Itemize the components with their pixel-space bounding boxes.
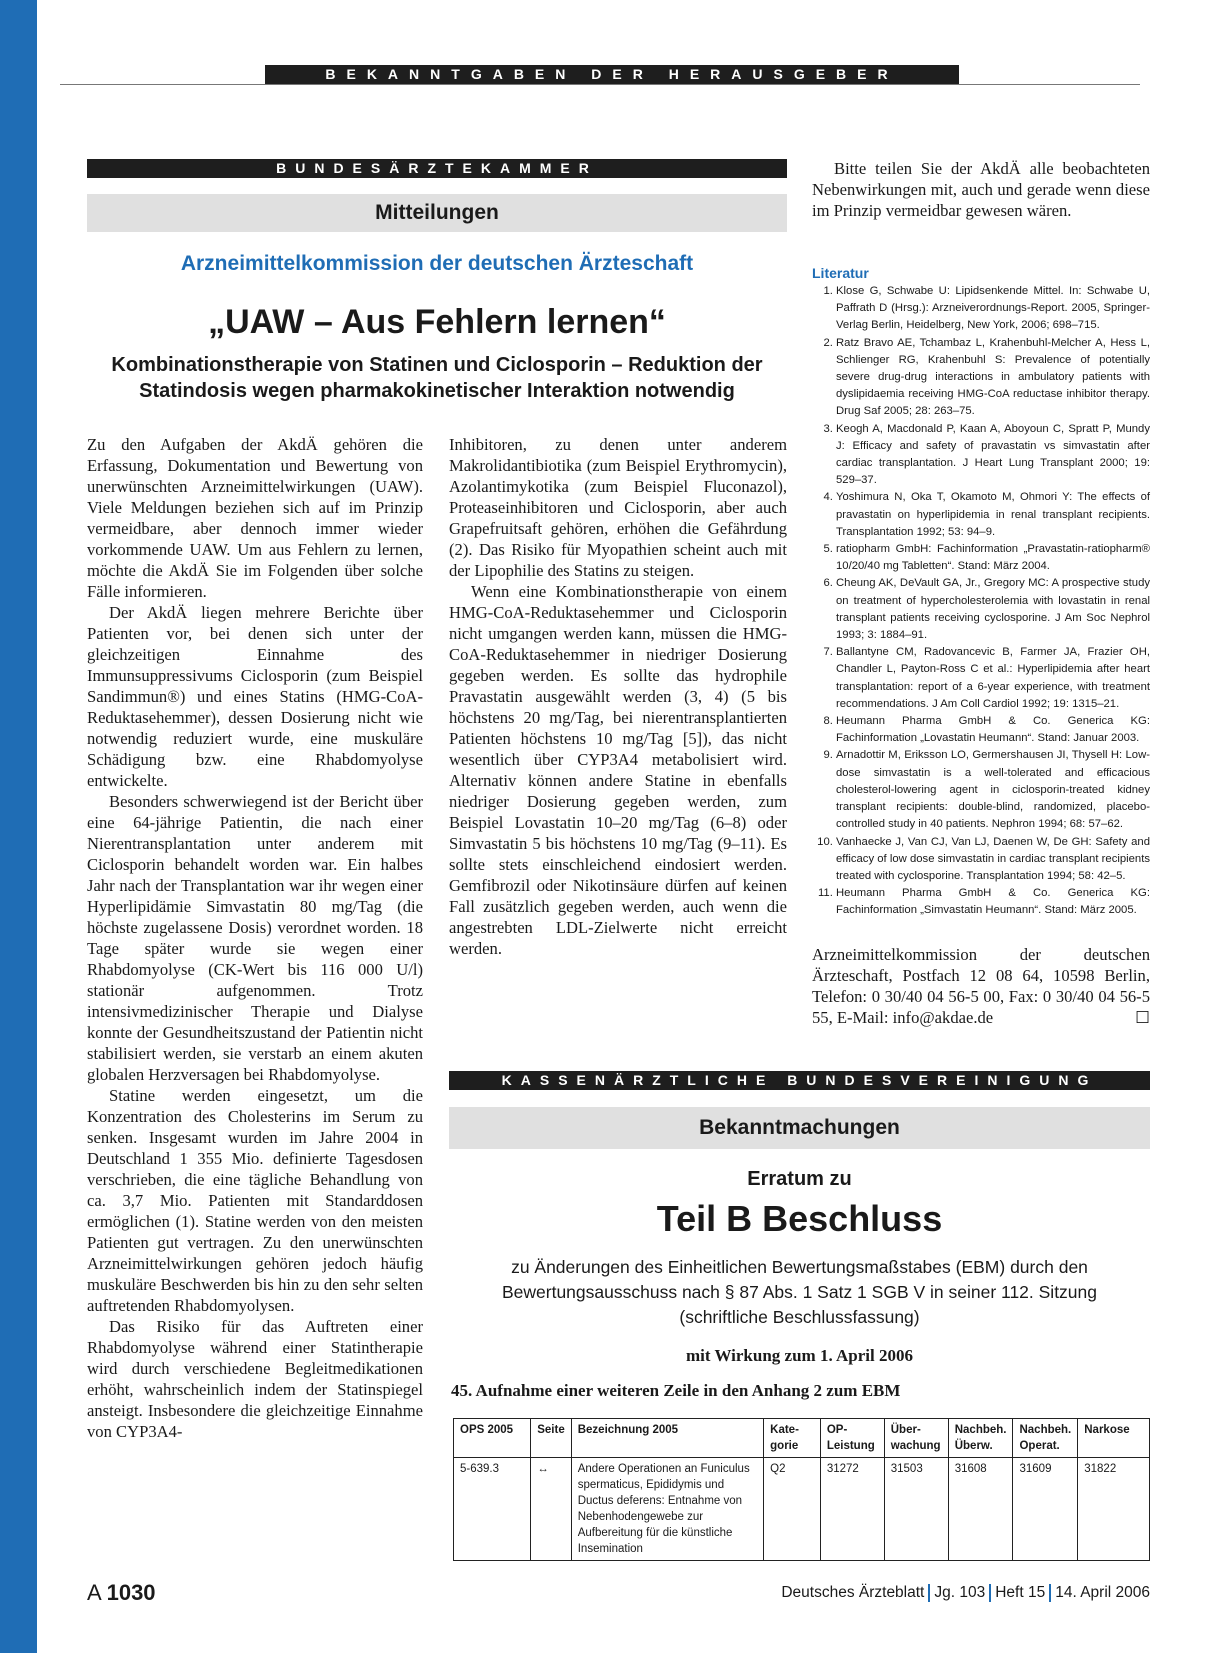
address-text: Arzneimittelkommission der deutschen Ärzteschaft, Postfach 12 08 64, 10598 Berlin, Telefon: 0 30/40 04 56-5 00, Fax: 0 30/40 04 56-5 55, E-Mail: info@akdae.de	[812, 945, 1150, 1027]
header-rule	[60, 84, 1140, 85]
kbv-description	[449, 1255, 1150, 1330]
subtitle-line-1: Kombinationstherapie von Statinen und Ciclosporin – Reduktion der	[111, 354, 763, 376]
article-subtitle	[87, 352, 787, 404]
kbv-title: Teil B Beschluss	[656, 1198, 943, 1239]
reference-list	[812, 283, 1150, 920]
paragraph: Statine werden eingesetzt, um die Konzentration des Cholesterins im Serum zu senken. Insgesamt wurden im Jahre 2004 in Deutschland 1 355 Mio. definierte Tagesdosen verschrieben, die eine tägliche Behandlung von ca. 3,7 Mio. Patienten mit Standarddosen ermöglichen (1). Statine werden von den meisten Patienten gut vertragen. Zu den unerwünschten Arzneimittelwirkungen gehören jedoch häufig muskuläre Beschwerden bis hin zu den sehr selten auftretenden Rhabdomyolysen.	[87, 1086, 423, 1315]
table-cell: 31609	[1013, 1458, 1078, 1561]
footer-separator	[928, 1584, 930, 1602]
ebm-table	[453, 1418, 1150, 1561]
journal-footer	[781, 1584, 1150, 1602]
blue-sidebar-strip	[0, 0, 37, 1653]
page-number	[87, 1580, 156, 1606]
col-header: OPS 2005	[454, 1419, 531, 1458]
col-header: Narkose	[1078, 1419, 1150, 1458]
item-heading: 45. Aufnahme einer weiteren Zeile in den Anhang 2 zum EBM	[451, 1381, 901, 1400]
org-heading: Arzneimittelkommission der deutschen Ärzteschaft	[180, 252, 694, 275]
reference-item: 8. Heumann Pharma GmbH & Co. Generica KG: Fachinformation „Lovastatin Heumann“. Stand: Januar 2003.	[836, 713, 1150, 747]
reference-item: 3. Keogh A, Macdonald P, Kaan A, Aboyoun C, Spratt P, Mundy J: Efficacy and safety of pravastatin vs simvastatin after cardiac transplantation. J Heart Lung Transplant 2000; 19: 529–37.	[836, 421, 1150, 490]
end-mark: ☐	[1135, 1008, 1150, 1027]
description-line-1: zu Änderungen des Einheitlichen Bewertungsmaßstabes (EBM) durch den	[511, 1257, 1088, 1277]
col-header: Kate- gorie	[764, 1419, 821, 1458]
article-column-2	[449, 434, 787, 959]
article-column-1	[87, 434, 423, 1442]
description-line-3: (schriftliche Beschlussfassung)	[679, 1307, 920, 1327]
col-header: Seite	[531, 1419, 572, 1458]
col-header: Bezeichnung 2005	[571, 1419, 763, 1458]
col-header: Über- wachung	[884, 1419, 948, 1458]
table-header-row	[454, 1419, 1150, 1458]
table-cell: 31822	[1078, 1458, 1150, 1561]
reference-item: 7. Ballantyne CM, Radovancevic B, Farmer JA, Frazier OH, Chandler L, Payton-Ross C et al.: Hyperlipidemia after heart transplantation: report of a 6-year experience, with treatment recommendations. J Am Coll Cardiol 1992; 19: 1315–21.	[836, 644, 1150, 713]
footer-separator	[1049, 1584, 1051, 1602]
kbv-category-bar: Bekanntmachungen	[449, 1107, 1150, 1149]
page-number-value: 1030	[106, 1580, 156, 1605]
baek-category-bar: Mitteilungen	[87, 194, 787, 232]
article-column-3-intro	[812, 158, 1150, 221]
paragraph: Der AkdÄ liegen mehrere Berichte über Patienten vor, bei denen sich unter der gleichzeitigen Einnahme des Immunsuppressivums Ciclosporin (zum Beispiel Sandimmun®) und eines Statins (HMG-CoA-Reduktasehemmer), dessen Dosierung nicht wie notwendig reduziert wurde, eine muskuläre Schädigung bzw. eine Rhabdomyolyse entwickelte.	[87, 603, 423, 790]
paragraph: Bitte teilen Sie der AkdÄ alle beobachteten Nebenwirkungen mit, auch und gerade wenn diese im Prinzip vermeidbar gewesen wären.	[812, 159, 1150, 220]
section-banner: BEKANNTGABEN DER HERAUSGEBER	[265, 65, 959, 84]
paragraph: Das Risiko für das Auftreten einer Rhabdomyolyse während einer Statintherapie wird durch verschiedene Begleitmedikationen erhöht, wahrscheinlich indem der Statinspiegel ansteigt. Insbesondere die gleichzeitige Einnahme von CYP3A4-	[87, 1317, 423, 1441]
author-address	[812, 944, 1150, 1028]
footer-separator	[989, 1584, 991, 1602]
paragraph: Zu den Aufgaben der AkdÄ gehören die Erfassung, Dokumentation und Bewertung von unerwünschten Arzneimittelwirkungen (UAW). Viele Meldungen beziehen sich auf im Prinzip vermeidbare, aber dennoch immer wieder vorkommende UAW. Um aus Fehlern zu lernen, möchte die AkdÄ Sie im Folgenden über solche Fälle informieren.	[87, 435, 423, 601]
baek-section-bar: BUNDESÄRZTEKAMMER	[87, 159, 787, 178]
reference-item: 2. Ratz Bravo AE, Tchambaz L, Krahenbuhl-Melcher A, Hess L, Schlienger RG, Krahenbuhl S: Prevalence of potentially severe drug-drug interactions in ambulatory patients with dyslipidaemia receiving HMG-CoA reductase inhibitor therapy. Drug Saf 2005; 28: 263–75.	[836, 335, 1150, 421]
table-cell: 31503	[884, 1458, 948, 1561]
description-line-2: Bewertungsausschuss nach § 87 Abs. 1 Satz 1 SGB V in seiner 112. Sitzung	[501, 1282, 1098, 1302]
literature-heading: Literatur	[812, 265, 869, 281]
article-title: „UAW – Aus Fehlern lernen“	[208, 303, 666, 341]
table-cell: 31608	[948, 1458, 1013, 1561]
paragraph: Besonders schwerwiegend ist der Bericht über eine 64-jährige Patientin, die nach einer Nierentransplantation unter anderem mit Ciclosporin behandelt worden war. Ein halbes Jahr nach der Transplantation war ihr wegen einer Hyperlipidämie Simvastatin 80 mg/Tag (die höchste zugelassene Dosis) verordnet worden. 18 Tage später wurde sie wegen einer Rhabdomyolyse (CK-Wert bis 116 000 U/l) stationär aufgenommen. Trotz intensivmedizinischer Therapie und Dialyse konnte der Gesundheitszustand der Patientin nicht stabilisiert werden, sie verstarb an einem akuten globalen Herzversagen bei Rhabdomyolyse.	[87, 792, 423, 1084]
paragraph: Wenn eine Kombinationstherapie von einem HMG-CoA-Reduktasehemmer und Ciclosporin nicht umgangen werden kann, müssen die HMG-CoA-Reduktasehemmer in niedriger Dosierung gegeben werden. Es sollte das hydrophile Pravastatin ausgewählt werden (3, 4) (5 bis höchstens 20 mg/Tag, bei nierentransplantierten Patienten höchstens 10 mg/Tag [5]), das nicht wesentlich über CYP3A4 metabolisiert wird. Alternativ können andere Statine in ebenfalls niedriger Dosierung gegeben werden, zum Beispiel Lovastatin 10–20 mg/Tag (6–8) oder Simvastatin 5 bis höchstens 10 mg/Tag (9–11). Es sollte stets einschleichend eindosiert werden. Gemfibrozil oder Nikotinsäure dürfen auf keinen Fall zusätzlich gegeben werden, auch wenn die angestrebten LDL-Zielwerte nicht erreicht werden.	[449, 582, 787, 958]
journal-issue: Heft 15	[995, 1584, 1046, 1602]
col-header: OP- Leistung	[820, 1419, 884, 1458]
kbv-section-bar: KASSENÄRZTLICHE BUNDESVEREINIGUNG	[449, 1071, 1150, 1090]
table-row	[454, 1458, 1150, 1561]
table-cell: Q2	[764, 1458, 821, 1561]
erratum-label: Erratum zu	[747, 1168, 852, 1190]
reference-item: 1. Klose G, Schwabe U: Lipidsenkende Mittel. In: Schwabe U, Paffrath D (Hrsg.): Arzneiverordnungs-Report. 2005, Springer-Verlag Berlin, Heidelberg, New York, 2006; 698–715.	[836, 283, 1150, 335]
page-prefix: A	[87, 1580, 101, 1605]
reference-item: 9. Arnadottir M, Eriksson LO, Germershausen JI, Thysell H: Low-dose simvastatin is a well-tolerated and efficacious cholesterol-lowering agent in ciclosporin-treated kidney transplant recipients: double-blind, randomized, placebo-controlled study in 40 patients. Nephron 1994; 68: 57–62.	[836, 747, 1150, 833]
table-cell: 31272	[820, 1458, 884, 1561]
reference-item: 5. ratiopharm GmbH: Fachinformation „Pravastatin-ratiopharm® 10/20/40 mg Tabletten“. Stand: März 2004.	[836, 541, 1150, 575]
journal-date: 14. April 2006	[1055, 1584, 1150, 1602]
table-cell: 5-639.3	[454, 1458, 531, 1561]
effective-date: mit Wirkung zum 1. April 2006	[685, 1346, 913, 1365]
reference-item: 10. Vanhaecke J, Van CJ, Van LJ, Daenen W, De GH: Safety and efficacy of low dose simvastatin in cardiac transplant recipients treated with cyclosporine. Transplantation 1994; 58: 42–5.	[836, 834, 1150, 886]
col-header: Nachbeh. Operat.	[1013, 1419, 1078, 1458]
paragraph: Inhibitoren, zu denen unter anderem Makrolidantibiotika (zum Beispiel Erythromycin), Azolantimykotika (zum Beispiel Fluconazol), Proteaseinhibitoren und Ciclosporin, aber auch Grapefruitsaft gehören, erhöhen die Gefährdung (2). Das Risiko für Myopathien scheint auch mit der Lipophilie des Statins zu steigen.	[449, 435, 787, 580]
table-cell: Andere Operationen an Funiculus spermaticus, Epididymis und Ductus deferens: Entnahme von Nebenhodengewebe zur Aufbereitung für die künstliche Insemination	[571, 1458, 763, 1561]
reference-item: 11. Heumann Pharma GmbH & Co. Generica KG: Fachinformation „Simvastatin Heumann“. Stand: März 2005.	[836, 885, 1150, 919]
table-cell: ↔	[531, 1458, 572, 1561]
subtitle-line-2: Statindosis wegen pharmakokinetischer Interaktion notwendig	[139, 380, 735, 402]
journal-volume: Jg. 103	[934, 1584, 986, 1602]
journal-name: Deutsches Ärzteblatt	[781, 1584, 925, 1602]
col-header: Nachbeh. Überw.	[948, 1419, 1013, 1458]
reference-item: 4. Yoshimura N, Oka T, Okamoto M, Ohmori Y: The effects of pravastatin on hyperlipidemia in renal transplant recipients. Transplantation 1992; 53: 94–9.	[836, 489, 1150, 541]
reference-item: 6. Cheung AK, DeVault GA, Jr., Gregory MC: A prospective study on treatment of hypercholesterolemia with lovastatin in renal transplant patients receiving cyclosporine. J Am Soc Nephrol 1993; 3: 1884–91.	[836, 575, 1150, 644]
